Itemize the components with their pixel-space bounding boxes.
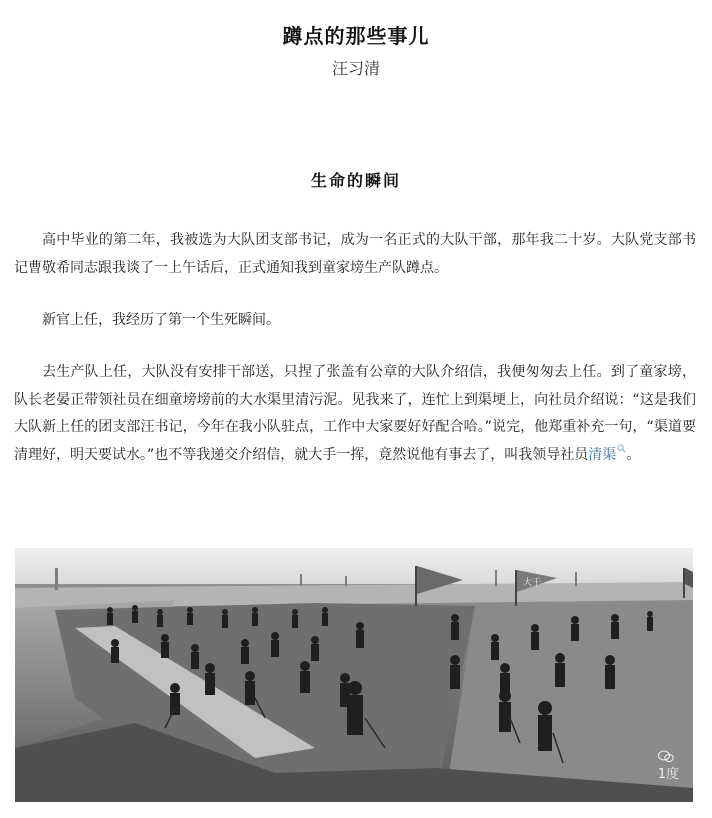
- paragraph-text: 。: [626, 446, 641, 463]
- section-title: 生命的瞬间: [310, 171, 401, 190]
- article-author: 汪习清: [331, 59, 380, 78]
- paragraph-text: 去生产队上任，大队没有安排干部送，只捏了张盖有公章的大队介绍信，我便匆匆去上任。到了童家塝，队长老晏正带领社员在细童塝塝前的大水渠里清污泥。见我来了，连忙上到渠埂上，向社员介绍说：“这是我们大队新上任的团支部汪书记，今年在我小队驻点，工作中大家要好好配合哈。”说完，他郑重补充一句，“渠道要清理好，明天要试水。”也不等我递交介绍信，就大手一挥，竟然说他有事去了，叫我领导社员: [14, 364, 696, 463]
- paragraph: [14, 359, 696, 469]
- paragraph: 新官上任，我经历了第一个生死瞬间。: [42, 312, 280, 328]
- flag-text: 大干: [523, 578, 542, 588]
- photo-watermark: [658, 750, 679, 782]
- watermark-text: 1度: [657, 767, 679, 782]
- canal-photo-illustration: [15, 548, 693, 802]
- search-icon[interactable]: [617, 444, 626, 453]
- paragraph: 高中毕业的第二年，我被选为大队团支部书记，成为一名正式的大队干部，那年我二十岁。大队党支部书记曹敬希同志跟我谈了一上午话后，正式通知我到童家塝生产队蹲点。: [14, 232, 696, 276]
- article-title: 蹲点的那些事儿: [282, 24, 430, 48]
- keyword-link[interactable]: 清渠: [588, 446, 617, 463]
- article-photo: [15, 548, 693, 802]
- wechat-icon: [658, 750, 674, 763]
